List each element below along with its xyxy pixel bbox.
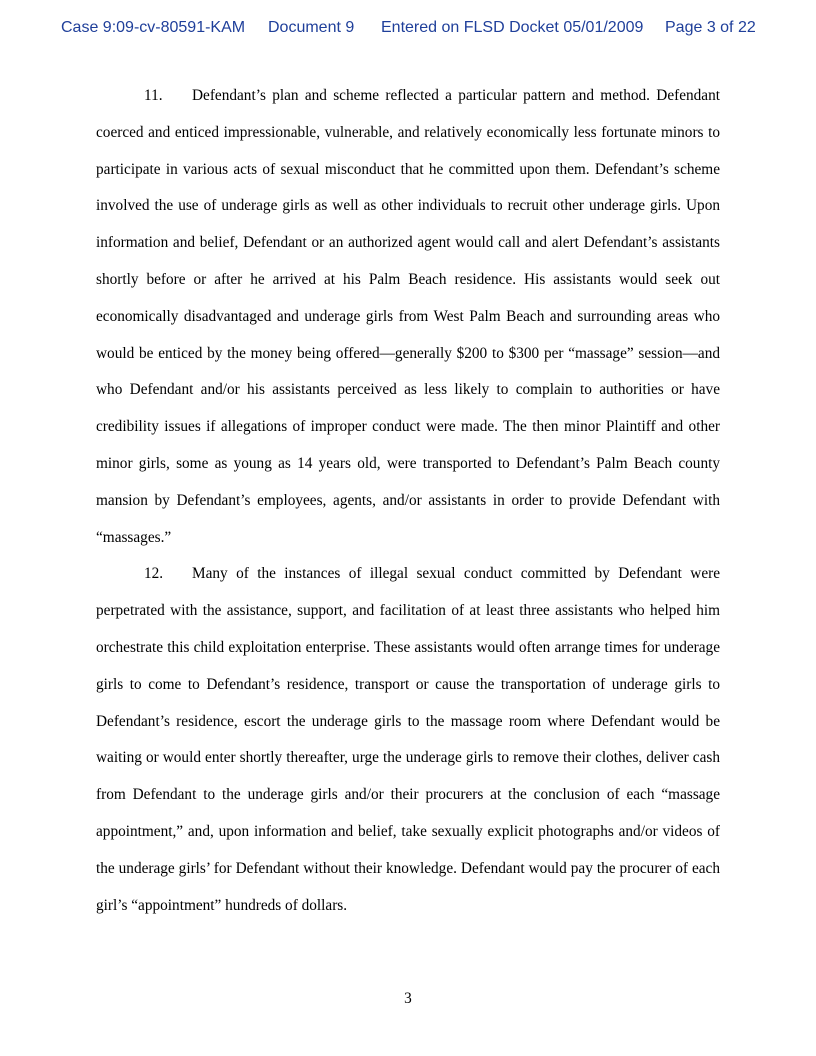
- paragraph-number: 12.: [144, 565, 164, 583]
- document-body: [96, 78, 720, 924]
- paragraph-11: [96, 78, 720, 556]
- page-count: Page 3 of 22: [665, 19, 756, 36]
- case-number: Case 9:09-cv-80591-KAM: [61, 19, 246, 36]
- document-number: Document 9: [268, 19, 355, 36]
- page-number: 3: [404, 990, 412, 1007]
- paragraph-text: Many of the instances of illegal sexual conduct committed by Defendant were perpetrated with the assistance, support, and facilitation of at least three assistants who helped him orchestrate this child exploitation enterprise. These assistants would often arrange times for underage girls to come to Defendant’s residence, transport or cause the transportation of underage girls to Defendant’s residence, escort the underage girls to the massage room where Defendant would be waiting or would enter shortly thereafter, urge the underage girls to remove their clothes, deliver cash from Defendant to the underage girls and/or their procurers at the conclusion of each “massage appointment,” and, upon information and belief, take sexually explicit photographs and/or videos of the underage girls’ for Defendant without their knowledge. Defendant would pay the procurer of each girl’s “appointment” hundreds of dollars.: [96, 565, 720, 914]
- paragraph-text: Defendant’s plan and scheme reflected a particular pattern and method. Defendant coerced and enticed impressionable, vulnerable, and relatively economically less fortunate minors to participate in various acts of sexual misconduct that he committed upon them. Defendant’s scheme involved the use of underage girls as well as other individuals to recruit other underage girls. Upon information and belief, Defendant or an authorized agent would call and alert Defendant’s assistants shortly before or after he arrived at his Palm Beach residence. His assistants would seek out economically disadvantaged and underage girls from West Palm Beach and surrounding areas who would be enticed by the money being offered—generally $200 to $300 per “massage” session—and who Defendant and/or his assistants perceived as less likely to complain to authorities or have credibility issues if allegations of improper conduct were made. The then minor Plaintiff and other minor girls, some as young as 14 years old, were transported to Defendant’s Palm Beach county mansion by Defendant’s employees, agents, and/or assistants in order to provide Defendant with “massages.”: [96, 87, 720, 546]
- paragraph-number: 11.: [144, 87, 163, 104]
- docket-header: [0, 17, 816, 39]
- docket-entry-date: Entered on FLSD Docket 05/01/2009: [381, 19, 644, 36]
- paragraph-12: [96, 556, 720, 924]
